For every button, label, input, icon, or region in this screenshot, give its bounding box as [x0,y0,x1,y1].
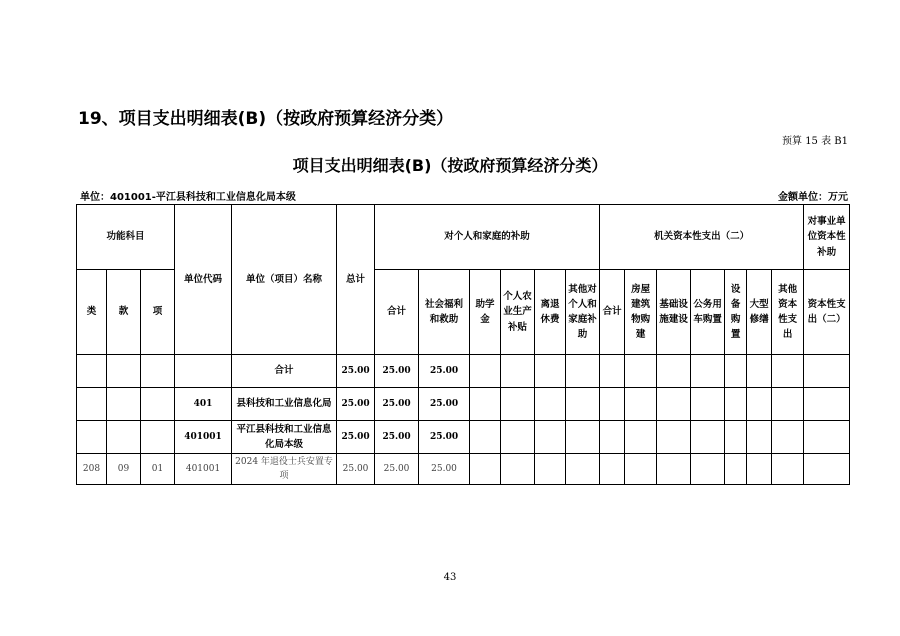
empty-cell [772,454,804,485]
empty-cell [535,355,566,388]
table-row [77,421,850,454]
empty-cell [625,388,657,421]
cell-total: 25.00 [337,454,375,485]
empty-cell [772,355,804,388]
header-function-subject: 功能科目 [77,205,175,270]
header-vehicle: 公务用车购置 [691,270,725,355]
empty-cell [747,454,772,485]
cell-unit-name: 平江县科技和工业信息化局本级 [232,421,337,454]
unit-label: 单位：401001-平江县科技和工业信息化局本级 [80,192,296,203]
empty-cell [804,454,850,485]
empty-cell [566,355,600,388]
section-title: 19、项目支出明细表(B)（按政府预算经济分类） [78,109,454,129]
cell-sub-total: 25.00 [375,388,419,421]
empty-cell [691,454,725,485]
cell-xiang: 01 [141,454,175,485]
cell-total: 25.00 [337,421,375,454]
empty-cell [470,388,501,421]
empty-cell [725,454,747,485]
cell-unit-code: 401001 [175,421,232,454]
cell-kuan [107,388,141,421]
empty-cell [804,388,850,421]
header-agri-subsidy: 个人农业生产补贴 [501,270,535,355]
empty-cell [625,421,657,454]
header-xiang: 项 [141,270,175,355]
empty-cell [725,355,747,388]
cell-unit-name: 合计 [232,355,337,388]
empty-cell [600,454,625,485]
cell-sub-total: 25.00 [375,421,419,454]
header-public-inst: 对事业单位资本性补助 [804,205,850,270]
header-social-welfare: 社会福利和救助 [419,270,470,355]
empty-cell [470,454,501,485]
header-infrastructure: 基础设施建设 [657,270,691,355]
empty-cell [691,388,725,421]
cell-xiang [141,355,175,388]
header-cap-total: 合计 [600,270,625,355]
header-lei: 类 [77,270,107,355]
empty-cell [566,421,600,454]
empty-cell [625,454,657,485]
header-capital-exp: 机关资本性支出（二） [600,205,804,270]
empty-cell [501,454,535,485]
cell-kuan [107,355,141,388]
cell-sub-total: 25.00 [375,355,419,388]
empty-cell [470,355,501,388]
empty-cell [747,421,772,454]
table-title: 项目支出明细表(B)（按政府预算经济分类） [292,156,608,175]
empty-cell [535,421,566,454]
header-other-capital: 其他资本性支出 [772,270,804,355]
table-row [77,355,850,388]
budget-table [76,204,850,485]
empty-cell [772,388,804,421]
header-kuan: 款 [107,270,141,355]
cell-unit-code: 401 [175,388,232,421]
header-other-personal: 其他对个人和家庭补助 [566,270,600,355]
table-row [77,388,850,421]
empty-cell [691,355,725,388]
cell-lei [77,355,107,388]
cell-total: 25.00 [337,355,375,388]
header-repair: 大型修缮 [747,270,772,355]
empty-cell [501,355,535,388]
cell-lei: 208 [77,454,107,485]
cell-social-welfare: 25.00 [419,388,470,421]
header-personal-subsidy: 对个人和家庭的补助 [375,205,600,270]
header-housing: 房屋建筑物购建 [625,270,657,355]
empty-cell [747,388,772,421]
empty-cell [501,421,535,454]
empty-cell [657,355,691,388]
empty-cell [747,355,772,388]
cell-social-welfare: 25.00 [419,454,470,485]
empty-cell [691,421,725,454]
empty-cell [566,388,600,421]
empty-cell [470,421,501,454]
cell-total: 25.00 [337,388,375,421]
cell-kuan: 09 [107,454,141,485]
amount-unit: 金额单位：万元 [778,192,848,203]
header-retirement: 离退休费 [535,270,566,355]
empty-cell [501,388,535,421]
empty-cell [566,454,600,485]
empty-cell [535,388,566,421]
cell-sub-total: 25.00 [375,454,419,485]
empty-cell [725,421,747,454]
empty-cell [600,355,625,388]
cell-xiang [141,388,175,421]
empty-cell [657,388,691,421]
header-equipment: 设备购置 [725,270,747,355]
cell-xiang [141,421,175,454]
empty-cell [600,421,625,454]
cell-social-welfare: 25.00 [419,421,470,454]
header-capital-two: 资本性支出（二） [804,270,850,355]
form-id: 预算 15 表 B1 [782,136,848,147]
empty-cell [804,421,850,454]
empty-cell [625,355,657,388]
empty-cell [657,454,691,485]
cell-unit-name: 2024 年退役士兵安置专项 [232,454,337,485]
empty-cell [772,421,804,454]
empty-cell [804,355,850,388]
header-unit-code: 单位代码 [175,205,232,355]
cell-social-welfare: 25.00 [419,355,470,388]
cell-kuan [107,421,141,454]
header-scholarship: 助学金 [470,270,501,355]
cell-unit-name: 县科技和工业信息化局 [232,388,337,421]
header-sub-total: 合计 [375,270,419,355]
empty-cell [657,421,691,454]
table-row [77,454,850,485]
cell-unit-code [175,355,232,388]
empty-cell [600,388,625,421]
empty-cell [535,454,566,485]
cell-lei [77,421,107,454]
header-unit-name: 单位（项目）名称 [232,205,337,355]
cell-unit-code: 401001 [175,454,232,485]
empty-cell [725,388,747,421]
header-total: 总计 [337,205,375,355]
page-number: 43 [443,572,457,583]
cell-lei [77,388,107,421]
